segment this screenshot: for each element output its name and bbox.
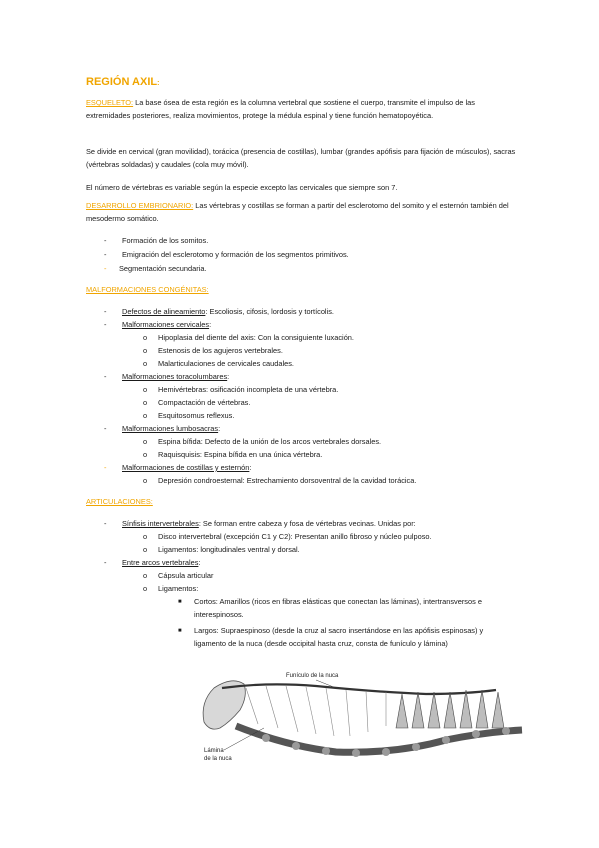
circle-bullet: o [143,476,148,485]
cervicales-subitem: Malarticulaciones de cervicales caudales. [158,359,294,368]
desarrollo-item: Emigración del esclerotomo y formación de los segmentos primitivos. [122,250,349,259]
toraco-subitem: Compactación de vértebras. [158,398,251,407]
circle-bullet: o [143,584,148,593]
toraco-label: Malformaciones toracolumbares [122,372,228,381]
circle-bullet: o [143,437,148,446]
esqueleto-label: ESQUELETO: [86,98,134,107]
circle-bullet: o [143,571,148,580]
dash-bullet: - [104,372,107,381]
circle-bullet: o [143,532,148,541]
numero-paragraph: El número de vértebras es variable según la especie excepto las cervicales que siempre son 7. [86,183,398,192]
square-bullet: ■ [178,628,182,634]
cervicales-item: Malformaciones cervicales: [122,320,212,329]
ligamento-cortos: Cortos: Amarillos (ricos en fibras elásticas que conectan las láminas), intertransversos e interespinosos. [194,597,482,619]
dash-bullet: - [104,463,107,472]
title-text: REGIÓN AXIL [86,76,158,88]
page-title [86,76,159,88]
lumbo-label: Malformaciones lumbosacras [122,424,219,433]
circle-bullet: o [143,359,148,368]
dash-bullet: - [104,320,107,329]
circle-bullet: o [143,411,148,420]
dash-bullet: - [104,236,107,245]
arcos-item: Entre arcos vertebrales: [122,558,201,567]
toraco-subitem: Hemivértebras: osificación incompleta de una vértebra. [158,385,339,394]
sinfisis-subitem: Ligamentos: longitudinales ventral y dorsal. [158,545,300,554]
nuchal-ligament-figure [196,666,526,768]
alineamiento-item [122,307,334,317]
lumbo-subitem: Raquisquisis: Espina bífida en una única vértebra. [158,450,323,459]
desarrollo-item: Segmentación secundaria. [119,264,207,273]
desarrollo-paragraph [86,200,516,225]
circle-bullet: o [143,333,148,342]
ligamento-largos: Largos: Supraespinoso (desde la cruz al sacro insertándose en las apófisis espinosas) y ligamento de la nuca (desde occipital hasta cruz, consta de funículo y lámina) [194,626,484,648]
costillas-item: Malformaciones de costillas y esternón: [122,463,252,472]
cervicales-subitem: Estenosis de los agujeros vertebrales. [158,346,283,355]
desarrollo-label: DESARROLLO EMBRIONARIO: [86,201,194,210]
dash-bullet: - [104,307,107,316]
toraco-subitem: Esquitosomus reflexus. [158,411,235,420]
circle-bullet: o [143,385,148,394]
sinfisis-text: : Se forman entre cabeza y fosa de vértebras vecinas. Unidas por: [198,519,416,528]
arcos-subitem: Ligamentos: [158,584,199,593]
malformaciones-heading: MALFORMACIONES CONGÉNITAS: [86,285,209,294]
dash-bullet: - [104,264,107,273]
alineamiento-text: : Escoliosis, cifosis, lordosis y tortícolis. [205,307,334,316]
title-colon: : [157,80,160,87]
dash-bullet: - [104,519,107,528]
dash-bullet: - [104,558,107,567]
label-de-la-nuca: de la nuca [204,756,232,762]
cervicales-subitem: Hipoplasia del diente del axis: Con la consiguiente luxación. [158,333,354,342]
label-lamina: Lámina [204,748,224,754]
sinfisis-item [122,519,416,529]
circle-bullet: o [143,398,148,407]
divide-paragraph: Se divide en cervical (gran movilidad), torácica (presencia de costillas), lumbar (grandes apófisis para fijación de músculos), sacras (vértebras soldadas) y caudales (cola muy móvil). [86,147,516,169]
cervicales-label: Malformaciones cervicales [122,320,210,329]
lumbo-subitem: Espina bífida: Defecto de la unión de los arcos vertebrales dorsales. [158,437,382,446]
articulaciones-heading: ARTICULACIONES: [86,497,153,506]
circle-bullet: o [143,545,148,554]
costillas-subitem: Depresión condroesternal: Estrechamiento dorsoventral de la cavidad torácica. [158,476,417,485]
toraco-item: Malformaciones toracolumbares: [122,372,230,381]
sinfisis-subitem: Disco intervertebral (excepción C1 y C2): Presentan anillo fibroso y núcleo pulposo. [158,532,432,541]
arcos-subitem: Cápsula articular [158,571,214,580]
esqueleto-paragraph [86,97,516,122]
circle-bullet: o [143,346,148,355]
alineamiento-label: Defectos de alineamiento [122,307,206,316]
square-bullet: ■ [178,599,182,605]
label-funiculo: Funículo de la nuca [286,673,339,679]
sinfisis-label: Sínfisis intervertebrales [122,519,199,528]
costillas-label: Malformaciones de costillas y esternón [122,463,250,472]
dash-bullet: - [104,424,107,433]
esqueleto-text: La base ósea de esta región es la columna vertebral que sostiene el cuerpo, transmite el impulso de las extremidades posteriores, realiza movimientos, protege la médula espinal y tiene función hematopoyética. [86,98,475,120]
dash-bullet: - [104,250,107,259]
desarrollo-item: Formación de los somitos. [122,236,209,245]
circle-bullet: o [143,450,148,459]
lumbo-item: Malformaciones lumbosacras: [122,424,221,433]
desarrollo-text: Las vértebras y costillas se forman a partir del esclerotomo del somito y el esternón también del mesodermo somático. [86,201,509,223]
arcos-label: Entre arcos vertebrales [122,558,199,567]
